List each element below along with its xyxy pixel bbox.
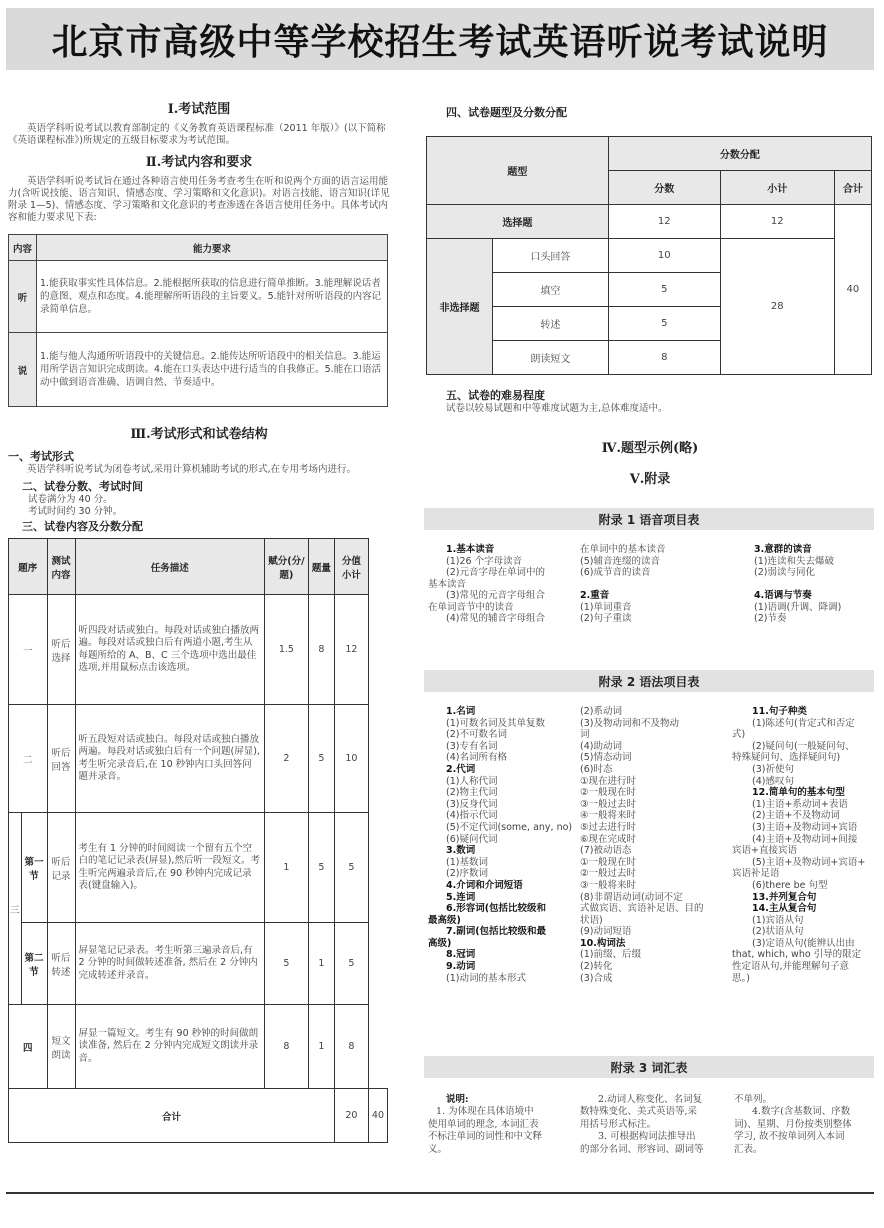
st-h-score: 赋分(分/题) — [264, 539, 308, 595]
appendix-1-col-2: 在单词中的基本读音 (5)辅音连缀的读音 (6)成节音的读音 2.重音 (1)单词重音 (2)句子重读 — [580, 544, 666, 624]
appendix-1-bar: 附录 1 语音项目表 — [424, 508, 874, 530]
appendix-2-col-1: 1.名词 (1)可数名词及其单复数 (2)不可数名词 (3)专有名词 (4)名词所有格 2.代词 (1)人称代词 (2)物主代词 (3)反身代词 (4)指示代词 (5)不定代词(some, any, no) (6)疑问代词 3.数词 (1)基数词 (2)序数词 4.介词和介词短语 5.连词 6.形容词(包括比较级和 最高级) 7.副词(包括比较级和最 高级) 8.冠词 9.动词 (1)动词的基本形式 — [428, 706, 573, 984]
section-5-heading: 五、试卷的难易程度 — [446, 389, 545, 402]
ability-table — [8, 234, 388, 407]
section-1-heading: Ⅰ.考试范围 — [167, 102, 231, 117]
ability-key-listen: 听 — [9, 261, 37, 333]
section-3-heading: Ⅲ.考试形式和试卷结构 — [130, 427, 268, 442]
table-row: 一 听后选择 听四段对话或独白。每段对话或独白播放两遍。每段对话或独白后有两道小题,考生从每题所给的 A、B、C 三个选项中选出最佳选项,并用鼠标点击该选项。 1.5 8 12 — [9, 595, 388, 705]
ability-header-req: 能力要求 — [37, 235, 388, 261]
appendix-2-bar: 附录 2 语法项目表 — [424, 670, 874, 692]
ability-header-content: 内容 — [9, 235, 37, 261]
st-h-qty: 题量 — [308, 539, 334, 595]
page-title: 北京市高级中等学校招生考试英语听说考试说明 — [51, 20, 829, 63]
appendix-3-col-3: 不单列。 4.数字(含基数词、序数 词)、星期、月份按类别整体 学习, 故不按单词列入本词 汇表。 — [734, 1094, 852, 1155]
right-column — [426, 104, 874, 487]
st-h-desc: 任务描述 — [75, 539, 264, 595]
ability-listen-text: 1.能获取事实性具体信息。2.能根据所获取的信息进行简单推断。3.能理解说话者的意图、观点和态度。4.能理解所听语段的主旨要义。5.能针对所听语段的内容记录简单信息。 — [37, 261, 388, 333]
appendix-3-col-1: 说明: 1. 为体现在具体语境中 使用单词的理念, 本词汇表 不标注单词的词性和中文释 义。 — [428, 1094, 543, 1155]
appendix-3-col-2: 2.动词人称变化、名词复 数特殊变化、美式英语等,采 用括号形式标注。 3. 可根据构词法推导出 的部分名词、形容词、副词等 — [580, 1094, 704, 1155]
section-7-heading: Ⅴ.附录 — [629, 472, 671, 487]
table-row: 二 听后回答 听五段短对话或独白。每段对话或独白播放两遍。每段对话或独白后有一个问题(屏显),考生听完录音后,在 10 秒钟内口头回答问题并录音。 2 5 10 — [9, 705, 388, 813]
ability-speak-text: 1.能与他人沟通所听语段中的关键信息。2.能传达所听语段中的相关信息。3.能运用所学语言知识完成朗读。4.能在口头表达中进行适当的自我修正。5.能在口语活动中做到语音准确、语调自然、节奏适中。 — [37, 333, 388, 407]
st-h-no: 题序 — [9, 539, 48, 595]
appendix-3-bar: 附录 3 词汇表 — [424, 1056, 874, 1078]
section-4-heading: 四、试卷题型及分数分配 — [446, 106, 567, 119]
appendix-2-col-2: (2)系动词 (3)及物动词和不及物动 词 (4)助动词 (5)情态动词 (6)时态 ①现在进行时 ②一般现在时 ③一般过去时 ④一般将来时 ⑤过去进行时 ⑥现在完成时 (7)被动语态 ①一般现在时 ②一般过去时 ③一般将来时 (8)非谓语动词(动词不定 式做宾语、宾语补足语、目的 状语) (9)动词短语 10.构词法 (1)前缀、后缀 (2)转化 (3)合成 — [580, 706, 704, 984]
structure-table — [8, 538, 388, 1143]
title-banner — [6, 8, 874, 70]
section-1-text: 英语学科听说考试以教育部制定的《义务教育英语课程标准（2011 年版）》(以下简称《英语课程标准》)所规定的五级目标要求为考试范围。 — [8, 123, 386, 146]
score-distribution-table: 题型 分数分配 分数 小计 合计 选择题 12 12 40 非选择题 口头回答 10 28 填空 5 转述 5 朗读短文 8 — [426, 136, 872, 375]
table-row-total: 合计 20 40 — [9, 1089, 388, 1143]
ability-key-speak: 说 — [9, 333, 37, 407]
left-column — [8, 98, 390, 1143]
appendix-1-col-1: 1.基本读音 (1)26 个字母读音 (2)元音字母在单词中的 基本读音 (3)常见的元音字母组合 在单词音节中的读音 (4)常见的辅音字母组合 — [428, 544, 545, 624]
table-row: 三 第一节 听后记录 考生有 1 分钟的时间阅读一个留有五个空白的笔记记录表(屏显),然后听一段短文。考生听完两遍录音后,在 90 秒钟内完成记录表(键盘输入)。 1 5 5 — [9, 813, 388, 923]
exam-form-title: 一、考试形式 — [8, 450, 74, 463]
section-2-text: 英语学科听说考试旨在通过各种语言使用任务考查考生在听和说两个方面的语言运用能力(含听说技能、语言知识、情感态度、学习策略和文化意识)。对语言技能、语言知识(详见附录 1—5)、情感态度、学习策略和文化意识的考查渗透在各语言使用任务中。具体考试内容和能力要求见下表: — [8, 176, 390, 223]
exam-form-text: 英语学科听说考试为闭卷考试,采用计算机辅助考试的形式,在专用考场内进行。 — [27, 464, 357, 475]
exam-content-title: 三、试卷内容及分数分配 — [22, 520, 143, 533]
st-h-content: 测试内容 — [47, 539, 75, 595]
table-row: 四 短文朗读 屏显一篇短文。考生有 90 秒钟的时间做朗读准备, 然后在 2 分钟内完成短文朗读并录音。 8 1 8 — [9, 1005, 388, 1089]
appendix-2-col-3: 11.句子种类 (1)陈述句(肯定式和否定 式) (2)疑问句(一般疑问句、 特殊疑问句、选择疑问句) (3)祈使句 (4)感叹句 12.简单句的基本句型 (1)主语+系动词+表语 (2)主语+不及物动词 (3)主语+及物动词+宾语 (4)主语+及物动词+间接 宾语+直接宾语 (5)主语+及物动词+宾语+ 宾语补足语 (6)there be 句型 13.并列复合句 14.主从复合句 (1)宾语从句 (2)状语从句 (3)定语从句(能辨认出由 that, which, who 引导的限定 性定语从句,并能理解句子意 思。) — [732, 706, 866, 984]
exam-score-line2: 考试时间约 30 分钟。 — [28, 506, 123, 517]
appendix-1-col-3: 3.意群的读音 (1)连读和失去爆破 (2)弱读与同化 4.语调与节奏 (1)语调(升调、降调) (2)节奏 — [754, 544, 842, 624]
section-5-text: 试卷以较易试题和中等难度试题为主,总体难度适中。 — [446, 403, 668, 414]
section-6-heading: Ⅳ.题型示例(略) — [601, 441, 699, 456]
section-2-heading: Ⅱ.考试内容和要求 — [145, 155, 253, 170]
exam-score-line1: 试卷满分为 40 分。 — [28, 494, 113, 505]
st-h-sub: 分值小计 — [334, 539, 368, 595]
exam-score-title: 二、试卷分数、考试时间 — [22, 480, 143, 493]
bottom-divider — [6, 1192, 874, 1194]
table-row: 第二节 听后转述 屏显笔记记录表。考生听第三遍录音后,有 2 分钟的时间做转述准备, 然后在 2 分钟内完成转述并录音。 5 1 5 — [9, 923, 388, 1005]
